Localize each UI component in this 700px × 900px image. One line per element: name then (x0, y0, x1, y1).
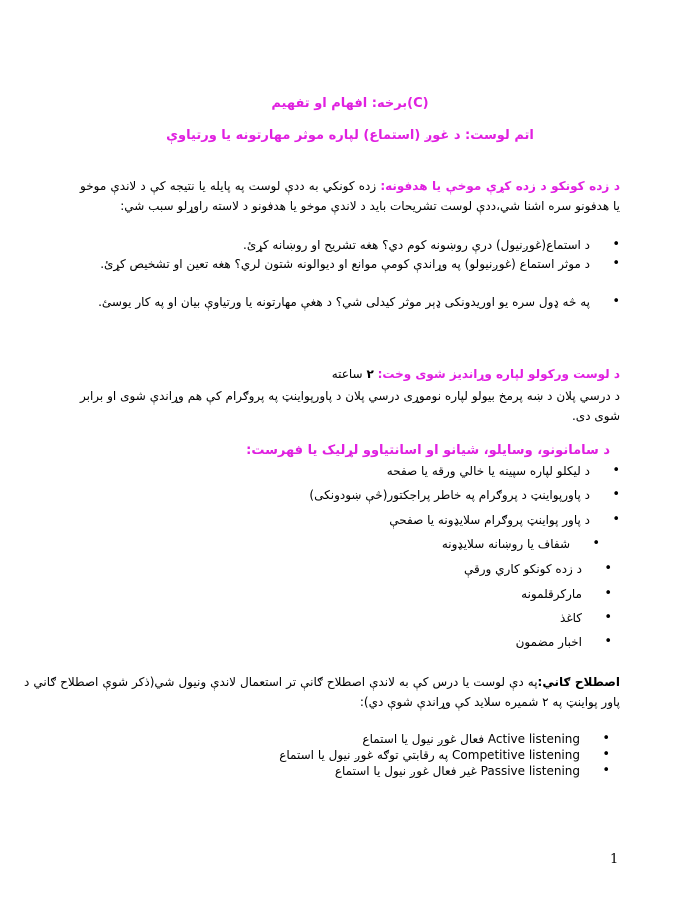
glossary-paragraph (24, 672, 620, 712)
material-item-7: کاغذ • (560, 609, 582, 627)
time-paragraph: د درسي پلان د ښه پرمخ بیولو لپاره نوموړی درسي پلان د پاورپواینټ په پروګرام کې هم وړاندې شوی او برابر شوی دی. (80, 389, 620, 423)
time-label: د لوست ورکولو لپاره وړاندیز شوی وخت: (377, 367, 620, 381)
page-number: 1 (610, 852, 619, 867)
materials-heading: د سامانونو، وسایلو، شیانو او اسانتیاوو لړلیک یا فهرست: (246, 443, 610, 458)
glossary-term-pashto: غیر فعال غوږ نیول یا استماع (334, 764, 477, 778)
lesson-title: اتم لوست: د غوږ (استماع) لپاره موثر مهارتونه یا ورتیاوې (166, 128, 534, 143)
glossary-term-english: Passive listening (480, 764, 580, 778)
glossary-term-pashto: په رقابتي توګه غوږ نیول یا استماع (279, 748, 449, 762)
objectives-text: زده کونکي به ددې لوست په پایله یا نتیجه کې د لاندې موخو یا هدفونو سره اشنا شي،ددې لوست تشریحات باید د لاندې موخو یا هدفونو د لاسته راوړلو سبب شي: (80, 179, 620, 213)
material-item-1: د لیکلو لپاره سپینه یا خالي ورقه یا صفحه • (387, 462, 590, 480)
material-item-2: د پاورپواینټ د پروګرام په خاطر پراجکتور(څې ښودونکی) • (309, 486, 590, 504)
objectives-label: د زده کونکو د زده کړې موخې یا هدفونه: (380, 179, 620, 193)
material-item-4: شفاف یا روښانه سلایډونه • (442, 535, 570, 553)
glossary-label: اصطلاح ګاني: (537, 675, 620, 689)
glossary-term-english: Competitive listening (452, 748, 580, 762)
material-item-8: اخبار مضمون • (516, 633, 582, 651)
material-item-3: د پاور پواینټ پروګرام سلایډونه یا صفحې • (389, 511, 590, 529)
part-title: (C)برخه: افهام او تفهیم (271, 96, 429, 111)
objectives-paragraph (80, 176, 620, 216)
time-unit: ساعته (331, 367, 363, 381)
objective-item-3: په څه ډول سره یو اوریدونکی ډېر موثر کیدلی شي؟ د هغې مهارتونه یا ورتیاوې بیان او په کار یوسئ. • (90, 293, 590, 311)
glossary-item-3 (335, 762, 580, 780)
time-value: ۲ (366, 367, 374, 381)
objective-item-2: د موثر استماع (غوږنیولو) په وړاندې کومې موانع او دیوالونه شتون لري؟ هغه تعین او تشخیص کړئ. • (90, 255, 590, 273)
glossary-term-pashto: فعال غوږ نیول یا استماع (362, 732, 485, 746)
glossary-text: په دې لوست یا درس کې به لاندې اصطلاح ګانې تر استعمال لاندې ونیول شي(ذکر شوې اصطلاح ګاني د پاور پواینټ په ۲ شمیره سلاید کې وړاندې شوې دي): (24, 675, 620, 709)
time-line (80, 364, 620, 384)
objective-item-1: د استماع(غوږنیول) درې روښونه کوم دي؟ هغه تشریح او روښانه کړئ. • (90, 236, 590, 254)
material-item-6: مارکرقلمونه • (521, 585, 582, 603)
glossary-term-english: Active listening (487, 732, 580, 746)
material-item-5: د زده کونکو کاري ورقې • (464, 560, 582, 578)
